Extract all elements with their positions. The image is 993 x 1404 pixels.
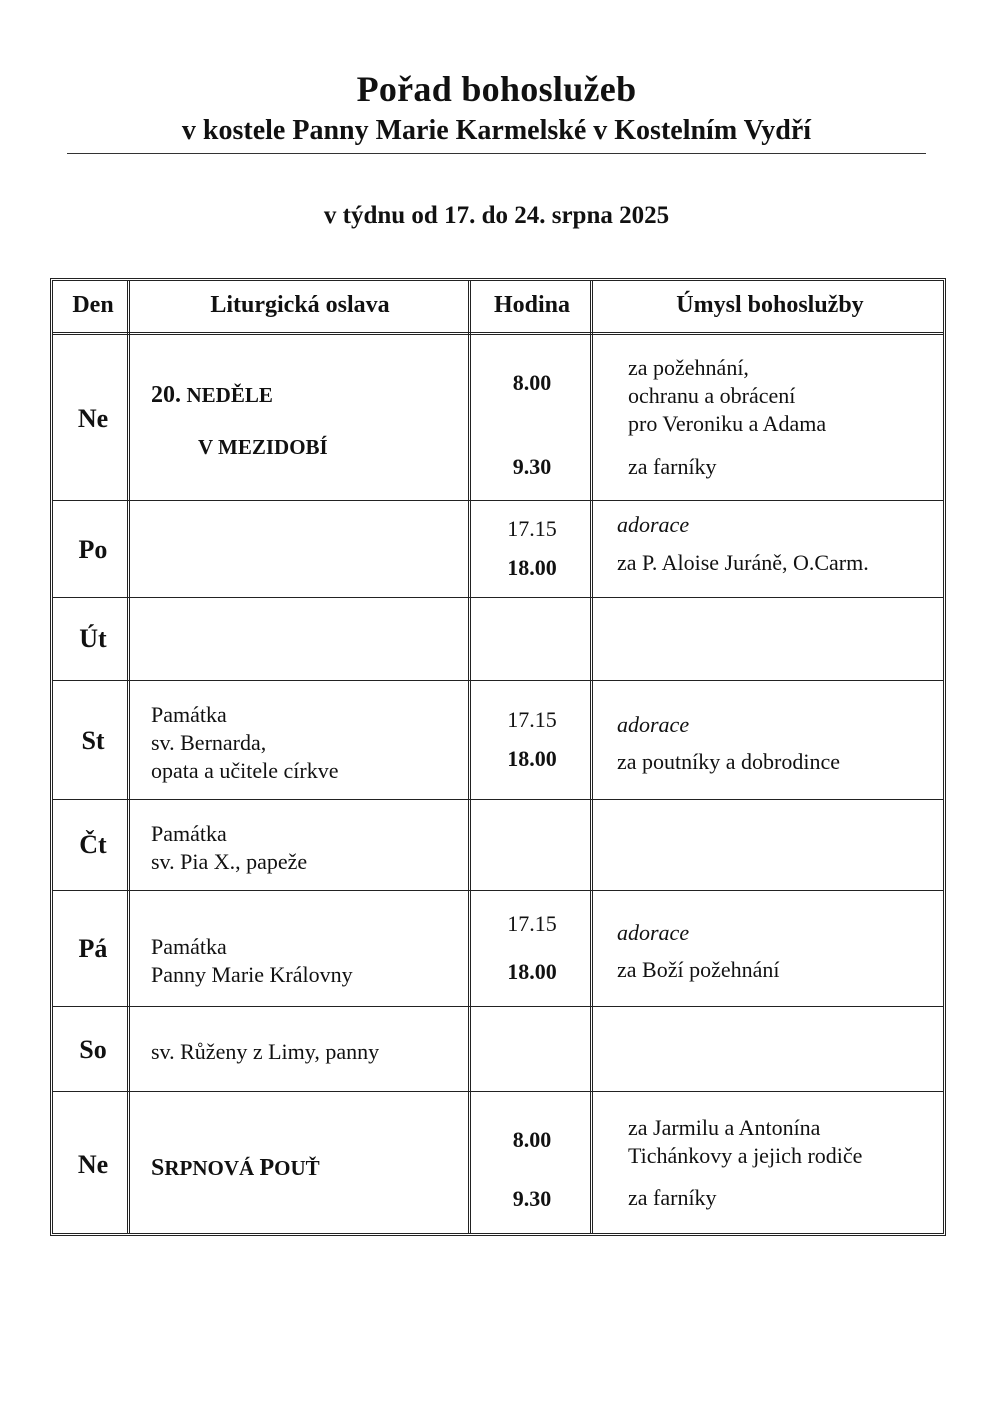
celebration-line: sv. Růženy z Limy, panny	[151, 1039, 380, 1064]
celebration-line: Památka	[151, 702, 227, 727]
mass-time: 17.15	[507, 911, 557, 936]
intention-line: Tichánkovy a jejich rodiče	[628, 1143, 863, 1168]
row-divider	[53, 799, 943, 800]
sunday-number: 20.	[151, 382, 181, 408]
celebration-text	[151, 381, 273, 409]
celebration-line: Panny Marie Královny	[151, 962, 353, 987]
day-label: Po	[78, 535, 108, 564]
row-divider	[53, 1091, 943, 1092]
page-title: Pořad bohoslužeb	[356, 69, 637, 109]
intention-line: za poutníky a dobrodince	[617, 749, 840, 774]
mass-time: 9.30	[512, 1186, 552, 1211]
day-label: So	[79, 1035, 107, 1064]
mass-time: 17.15	[507, 707, 557, 732]
column-header-time: Hodina	[493, 292, 571, 318]
intention-line: za farníky	[628, 454, 717, 479]
intention-line: za Jarmilu a Antonína	[628, 1115, 821, 1140]
day-label: Út	[79, 624, 107, 653]
intention-line: pro Veroniku a Adama	[628, 411, 827, 436]
mass-time: 18.00	[507, 555, 557, 580]
mass-time: 18.00	[507, 746, 557, 771]
celebration-line: sv. Bernarda,	[151, 730, 267, 755]
intention-line: za požehnání,	[628, 355, 749, 380]
day-label: Pá	[78, 934, 108, 963]
celebration-line: Památka	[151, 821, 227, 846]
day-label: St	[81, 726, 105, 755]
celebration-line: NEDĚLE	[186, 383, 273, 407]
schedule-table	[50, 278, 946, 1236]
intention-line: za Boží požehnání	[617, 957, 780, 982]
week-range: v týdnu od 17. do 24. srpna 2025	[323, 202, 670, 229]
intention-line: ochranu a obrácení	[628, 383, 796, 408]
mass-time: 9.30	[512, 454, 552, 479]
mass-time: 8.00	[512, 1127, 552, 1152]
mass-time: 18.00	[507, 959, 557, 984]
header-divider-line	[53, 332, 943, 335]
intention-line: adorace	[617, 512, 690, 537]
celebration-line: Památka	[151, 934, 227, 959]
intention-line: adorace	[617, 920, 690, 945]
intention-line: adorace	[617, 712, 690, 737]
celebration-line: V MEZIDOBÍ	[198, 435, 328, 459]
mass-time: 17.15	[507, 516, 557, 541]
celebration-line: opata a učitele církve	[151, 758, 339, 783]
mass-time: 8.00	[512, 370, 552, 395]
day-label: Čt	[79, 830, 107, 859]
intention-line: za P. Aloise Juráně, O.Carm.	[617, 550, 869, 575]
intention-line: za farníky	[628, 1185, 717, 1210]
row-divider	[53, 680, 943, 681]
church-subtitle: v kostele Panny Marie Karmelské v Kostelním Vydří	[181, 115, 812, 146]
day-label: Ne	[77, 404, 109, 433]
small-caps-rest: OUŤ	[274, 1156, 320, 1180]
small-caps-initial: S	[151, 1155, 165, 1181]
column-header-intention: Úmysl bohoslužby	[676, 292, 864, 318]
day-label: Ne	[77, 1150, 109, 1179]
celebration-line: sv. Pia X., papeže	[151, 849, 308, 874]
small-caps-rest: RPNOVÁ	[164, 1156, 260, 1180]
row-divider	[53, 890, 943, 891]
small-caps-initial: P	[259, 1155, 275, 1181]
column-header-day: Den	[72, 292, 114, 318]
row-divider	[53, 597, 943, 598]
celebration-text	[151, 1154, 320, 1182]
row-divider	[53, 500, 943, 501]
row-divider	[53, 1006, 943, 1007]
column-header-celebration: Liturgická oslava	[210, 292, 390, 318]
header-divider	[67, 153, 926, 154]
